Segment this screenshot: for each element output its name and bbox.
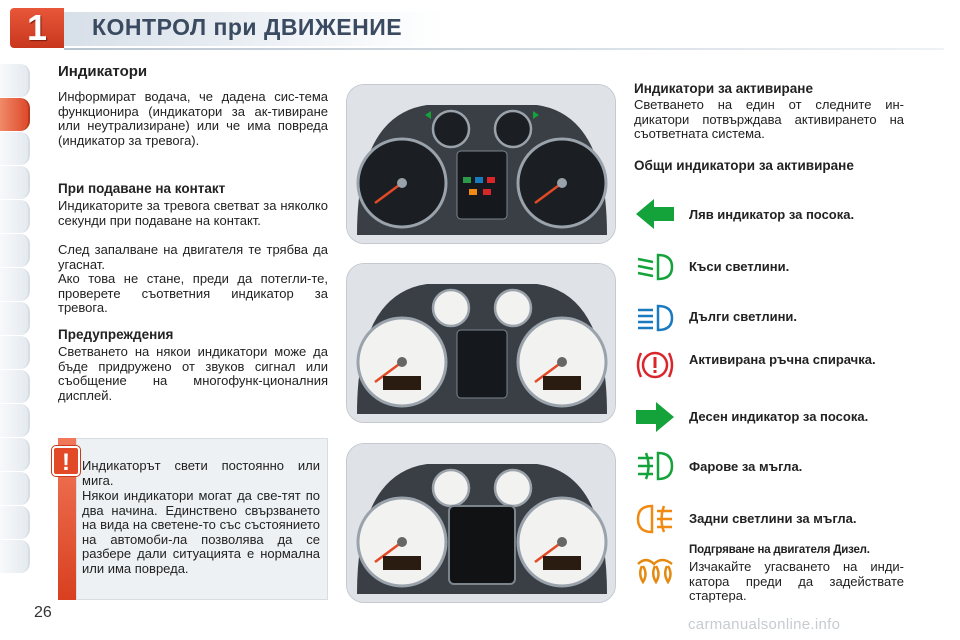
header-divider xyxy=(64,48,944,50)
chapter-tab[interactable] xyxy=(0,166,30,199)
warnings-paragraph: Светването на някои индикатори може да бъде придружено от звуков сигнал или съобщение на многофунк-ционалния дисплей. xyxy=(58,344,328,403)
exclamation-icon: ! xyxy=(52,446,80,476)
chapter-badge xyxy=(10,8,64,48)
right-turn-arrow-icon xyxy=(634,400,676,434)
chapter-tab[interactable] xyxy=(0,336,30,369)
chapter-tabs xyxy=(0,64,30,574)
left-turn-arrow-icon xyxy=(634,197,676,231)
chapter-tab[interactable] xyxy=(0,506,30,539)
diesel-heading: Подгряване на двигателя Дизел. xyxy=(689,544,870,556)
activation-paragraph: Светването на един от следните ин-дикатори потвърждава активирането на съответната система. xyxy=(634,97,904,141)
dashboard-image-3 xyxy=(346,443,616,603)
chapter-number: 1 xyxy=(26,7,48,48)
high-beam-icon xyxy=(634,301,676,335)
front-fog-icon xyxy=(634,449,676,483)
chapter-tab[interactable] xyxy=(0,404,30,437)
activation-heading: Индикатори за активиране xyxy=(634,81,813,96)
ignition-paragraph-1: Индикаторите за тревога светват за няколко секунди при подаване на контакт. xyxy=(58,198,328,228)
indicator-label-left-turn: Ляв индикатор за посока. xyxy=(689,207,855,222)
indicator-label-front-fog: Фарове за мъгла. xyxy=(689,459,803,474)
dashboard-image-2 xyxy=(346,263,616,423)
indicator-label-high-beam: Дълги светлини. xyxy=(689,309,798,324)
watermark: carmanualsonline.info xyxy=(688,616,841,633)
chapter-tab[interactable] xyxy=(0,438,30,471)
glow-plug-icon xyxy=(634,554,676,588)
rear-fog-icon xyxy=(634,502,676,536)
indicators-paragraph: Информират водача, че дадена сис-тема функционира (индикатори за ак-тивиране или неутрализиране) или че има повреда (индикатор за тревога). xyxy=(58,89,328,148)
chapter-tab[interactable] xyxy=(0,268,30,301)
indicator-label-rear-fog: Задни светлини за мъгла. xyxy=(689,511,857,526)
ignition-paragraph-3: Ако това не стане, преди да потегли-те, проверете съответния индикатор за тревога. xyxy=(58,271,328,315)
diesel-paragraph: Изчакайте угасването на инди-катора преди да задействате стартера. xyxy=(689,559,904,603)
ignition-paragraph-2: След запалване на двигателя те трябва да угаснат. xyxy=(58,242,328,272)
warnings-heading: Предупреждения xyxy=(58,327,174,342)
dashboard-image-1 xyxy=(346,84,616,244)
indicator-label-parking-brake: Активирана ръчна спирачка. xyxy=(689,352,876,367)
page-number: 26 xyxy=(34,604,52,621)
chapter-tab[interactable] xyxy=(0,200,30,233)
ignition-heading: При подаване на контакт xyxy=(58,181,226,196)
note-paragraph-2: Някои индикатори могат да све-тят по два начина. Единствено свързването на вида на светене-то със състоянието на автомоби-ла позволява да се разбере дали ситуацията е нормална или има повреда. xyxy=(82,488,320,576)
chapter-tab[interactable] xyxy=(0,132,30,165)
chapter-tab[interactable] xyxy=(0,370,30,403)
indicators-heading: Индикатори xyxy=(58,63,148,80)
chapter-tab[interactable] xyxy=(0,302,30,335)
low-beam-icon xyxy=(634,250,676,284)
chapter-tab[interactable] xyxy=(0,64,30,97)
indicator-label-right-turn: Десен индикатор за посока. xyxy=(689,409,869,424)
chapter-tab[interactable] xyxy=(0,540,30,573)
chapter-tab[interactable] xyxy=(0,472,30,505)
indicator-label-low-beam: Къси светлини. xyxy=(689,259,790,274)
chapter-tab-active[interactable] xyxy=(0,98,30,131)
note-paragraph-1: Индикаторът свети постоянно или мига. xyxy=(82,458,320,488)
page-header xyxy=(0,0,960,52)
chapter-tab[interactable] xyxy=(0,234,30,267)
page-title: КОНТРОЛ при ДВИЖЕНИЕ xyxy=(92,14,403,40)
parking-brake-icon xyxy=(634,346,676,384)
common-activation-heading: Общи индикатори за активиране xyxy=(634,158,854,173)
